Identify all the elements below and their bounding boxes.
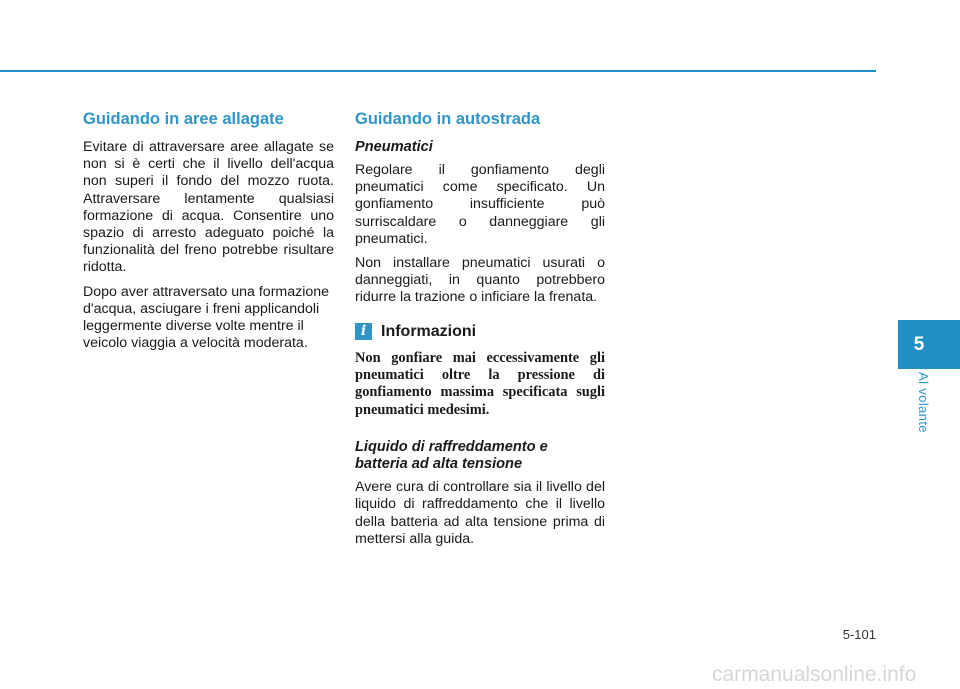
chapter-tab [898,320,960,369]
subheading-tyres: Pneumatici [355,139,433,155]
chapter-number: 5 [913,333,925,355]
chapter-label: Al volante [916,372,931,433]
info-icon: i [355,323,372,340]
right-column [355,108,605,555]
page-number: 5-101 [842,627,876,642]
info-text: Non gonfiare mai eccessivamente gli pneumatici oltre la pressione di gonfiamento massima specificata sugli pneumatici medesimi. [355,349,605,418]
tyres-paragraph-1: Regolare il gonfiamento degli pneumatici come specificato. Un gonfiamento insufficiente può surriscaldare o danneggiare gli pneumatici. [355,162,605,247]
subheading-coolant-battery [355,439,605,473]
flooded-paragraph-2: Dopo aver attraversato una formazione d'acqua, asciugare i freni applicandoli leggermente diverse volte mentre il veicolo viaggia a velocità moderata. [83,283,330,352]
coolant-paragraph: Avere cura di controllare sia il livello del liquido di raffreddamento che il livello della batteria ad alta tensione prima di mettersi alla guida. [355,479,605,547]
subheading-coolant-line2: batteria ad alta tensione [355,456,523,473]
section-heading-highway: Guidando in autostrada [355,110,541,128]
top-rule [0,70,876,72]
watermark: carmanualsonline.info [712,663,917,686]
section-heading-flooded-areas: Guidando in aree allagate [83,110,284,128]
info-header [355,323,605,341]
info-box [355,323,605,420]
tyres-paragraph-2: Non installare pneumatici usurati o danneggiati, in quanto potrebbero ridurre la trazione o inficiare la frenata. [355,255,605,306]
info-title: Informazioni [381,322,477,340]
flooded-paragraph-1: Evitare di attraversare aree allagate se non si è certi che il livello dell'acqua non superi il fondo del mozzo ruota. Attraversare lentamente qualsiasi formazione di acqua. Consentire uno spazio di arresto adeguato poiché la funzionalità del freno potrebbe risultare ridotta. [83,139,334,276]
subheading-coolant-line1: Liquido di raffreddamento e [355,439,548,456]
left-column [83,108,334,359]
